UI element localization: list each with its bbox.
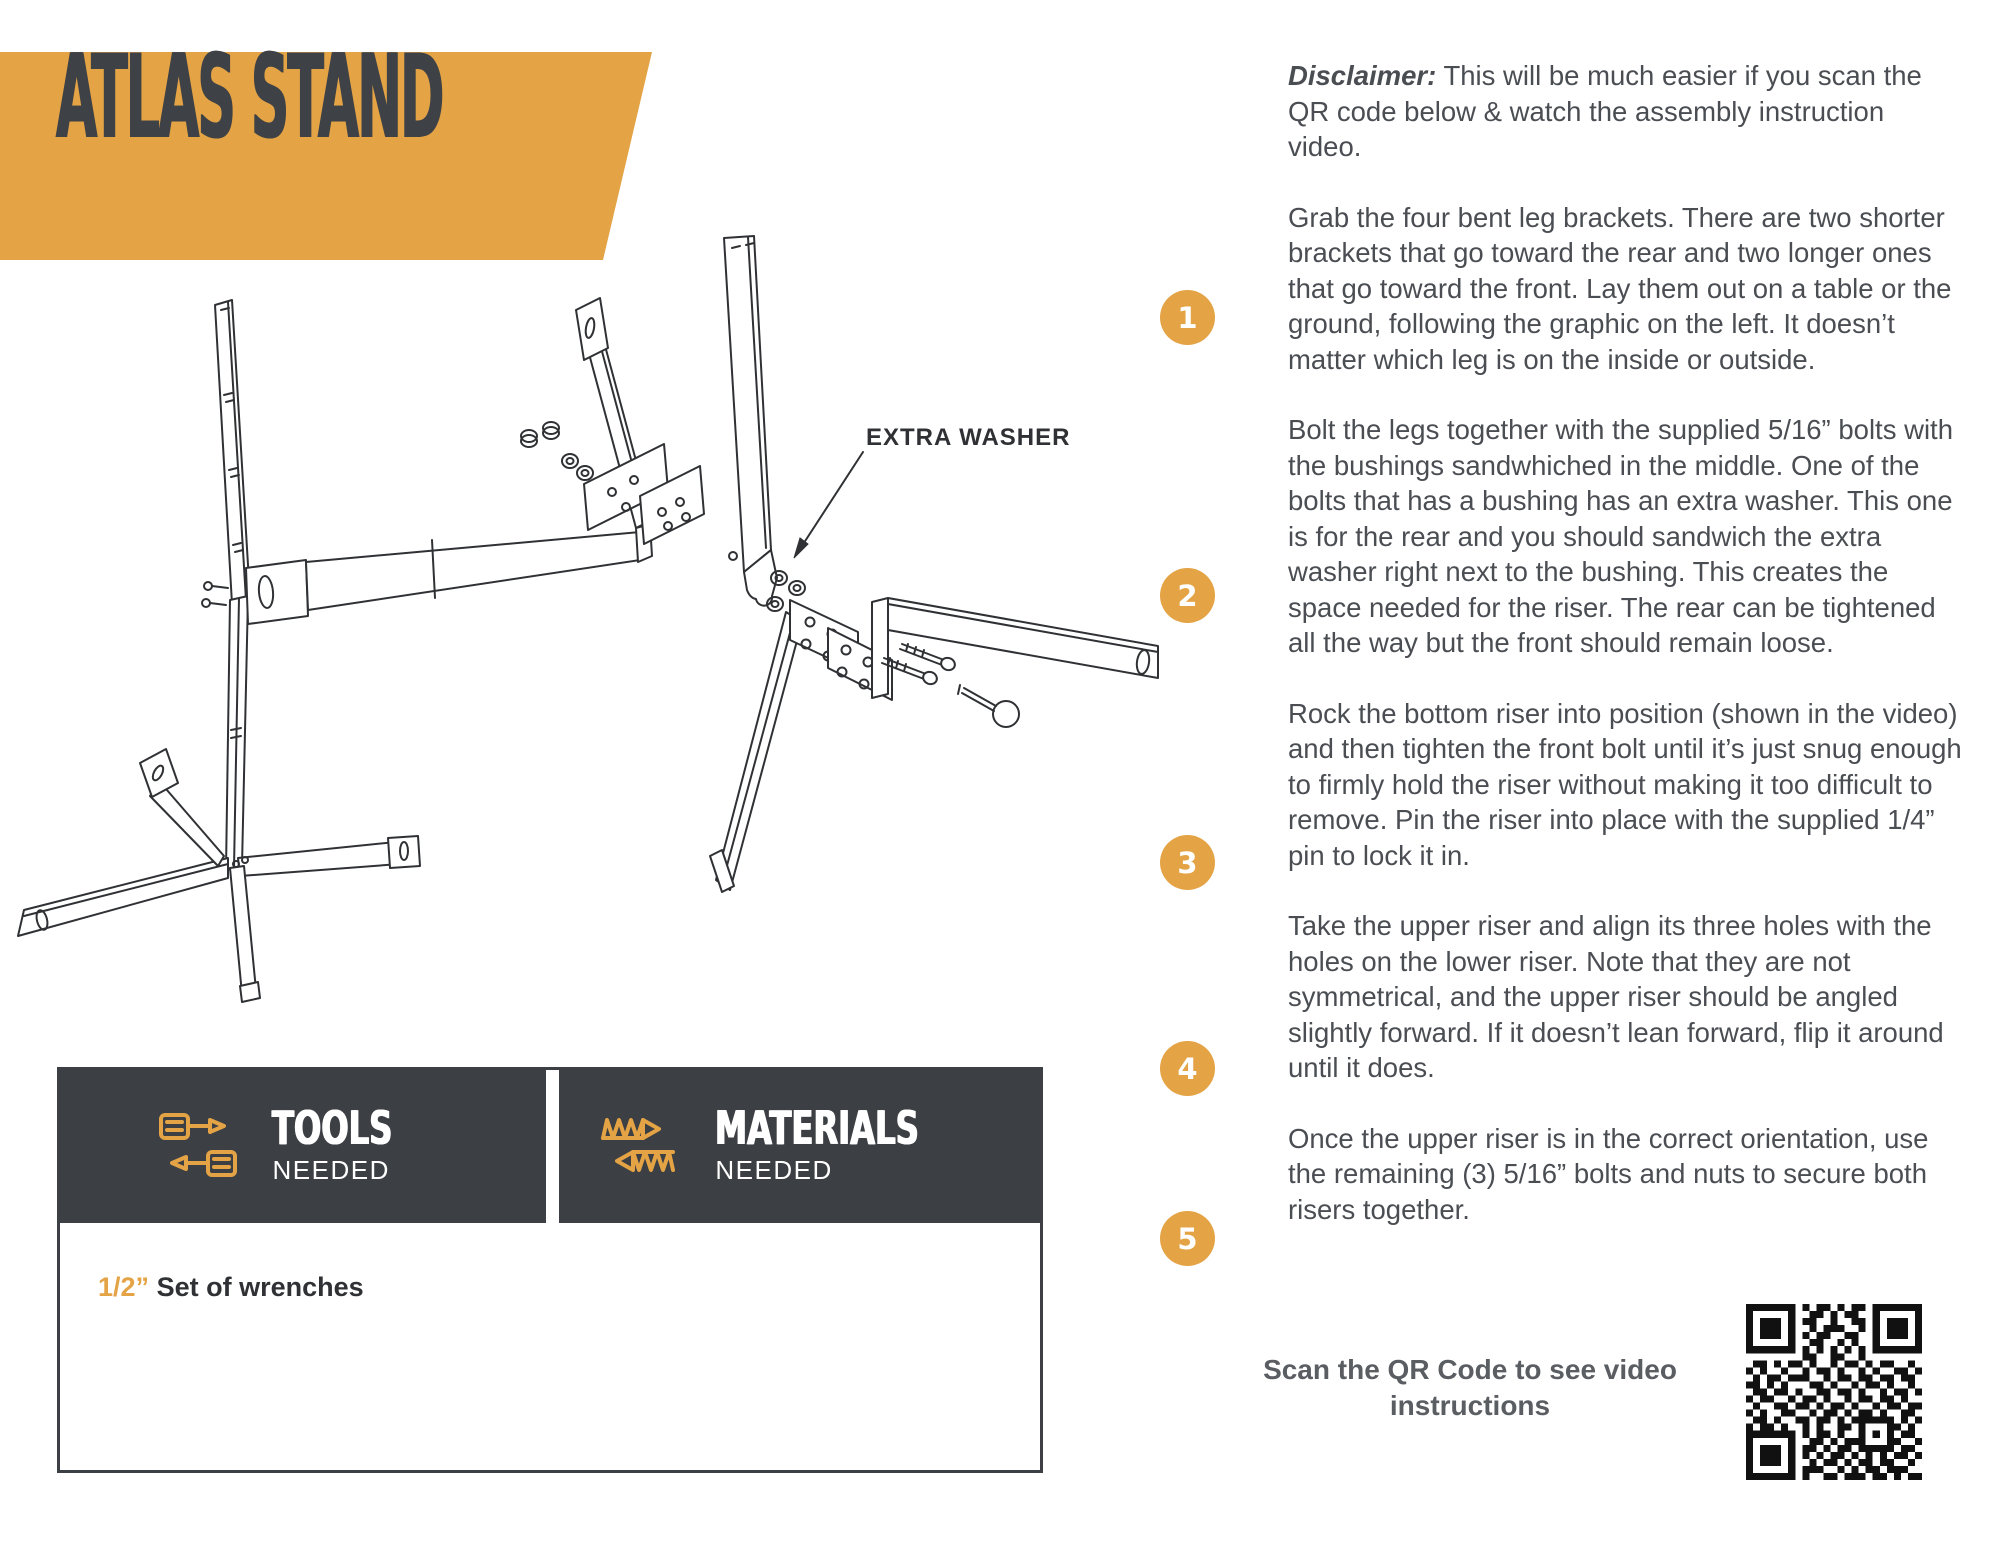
tools-title: TOOLS	[272, 1100, 393, 1155]
qr-caption	[1240, 1352, 1700, 1424]
step-5-text: Once the upper riser is in the correct orientation, use the remaining (3) 5/16” bolts and nuts to secure both risers together.	[1288, 1122, 1929, 1225]
step-3-text: Rock the bottom riser into position (shown in the video) and then tighten the front bolt until it’s just snug enough to firmly hold the riser without making it too difficult to remove. Pin the riser into place with the supplied 1/4” pin to lock it in.	[1288, 697, 1962, 871]
bolts-and-pin	[882, 644, 1019, 727]
page-title: ATLAS STAND	[56, 30, 443, 165]
extra-washer-arrow	[794, 452, 863, 558]
step-2-badge	[1160, 568, 1215, 623]
step-1-badge	[1160, 290, 1215, 345]
step-2-text: Bolt the legs together with the supplied 5/16” bolts with the bushings sandwhiched in the middle. One of the bolts that has a bushing has an extra washer. This one is for the rear and you should sandwich the extra washer right next to the bushing. This creates the space needed for the riser. The rear can be tightened all the way but the front should remain loose.	[1288, 414, 1953, 658]
materials-title: MATERIALS	[715, 1100, 920, 1155]
step-2-number: 2	[1177, 578, 1198, 613]
screwdrivers-icon	[158, 1112, 238, 1178]
qr-code-image	[1746, 1304, 1922, 1480]
qr-code	[1746, 1304, 1922, 1480]
step-4-badge	[1160, 1041, 1215, 1096]
assembled-stand	[18, 300, 420, 1002]
front-leg-bracket-arm	[246, 298, 704, 624]
tools-panel-text	[272, 1100, 444, 1186]
exploded-riser	[724, 236, 805, 611]
tools-materials-box	[57, 1067, 1043, 1473]
wrench-text: Set of wrenches	[156, 1272, 364, 1302]
extra-washer-label: EXTRA WASHER	[866, 424, 1071, 451]
disclaimer-text: This will be much easier if you scan the QR code below & watch the assembly instruction video.	[1288, 60, 1922, 162]
materials-subtitle: NEEDED	[715, 1154, 833, 1185]
screws-icon	[595, 1112, 681, 1178]
tools-panel	[57, 1067, 546, 1223]
wrench-size: 1/2”	[98, 1272, 150, 1302]
step-1-number: 1	[1177, 300, 1198, 335]
step-3-number: 3	[1177, 845, 1198, 880]
qr-caption-line1: Scan the QR Code to see video	[1263, 1354, 1677, 1385]
step-3-badge	[1160, 835, 1215, 890]
assembly-diagram	[0, 230, 1180, 1070]
step-5-number: 5	[1177, 1221, 1198, 1256]
nuts-washers	[521, 422, 593, 480]
materials-panel-text	[715, 1100, 1006, 1186]
exploded-front-leg	[710, 612, 802, 892]
exploded-view-drawing	[0, 230, 1180, 1070]
step-4-text: Take the upper riser and align its three holes with the holes on the lower riser. Note that they are not symmetrical, and the upper riser should be angled slightly forward. If it doesn’t lean forward, flip it around until it does.	[1288, 910, 1944, 1083]
instructions-column	[1288, 58, 1964, 1262]
step-1-text: Grab the four bent leg brackets. There are two shorter brackets that go toward the rear and two longer ones that go toward the front. Lay them out on a table or the ground, following the graphic on the left. It doesn’t matter which leg is on the inside or outside.	[1288, 201, 1952, 375]
step-4-number: 4	[1177, 1051, 1198, 1086]
disclaimer-paragraph	[1288, 58, 1964, 165]
tools-subtitle: NEEDED	[272, 1154, 390, 1185]
materials-panel	[559, 1067, 1043, 1223]
disclaimer-label: Disclaimer:	[1288, 60, 1437, 91]
tools-list-item	[98, 1272, 364, 1303]
step-5-badge	[1160, 1211, 1215, 1266]
qr-caption-line2: instructions	[1389, 1390, 1551, 1421]
